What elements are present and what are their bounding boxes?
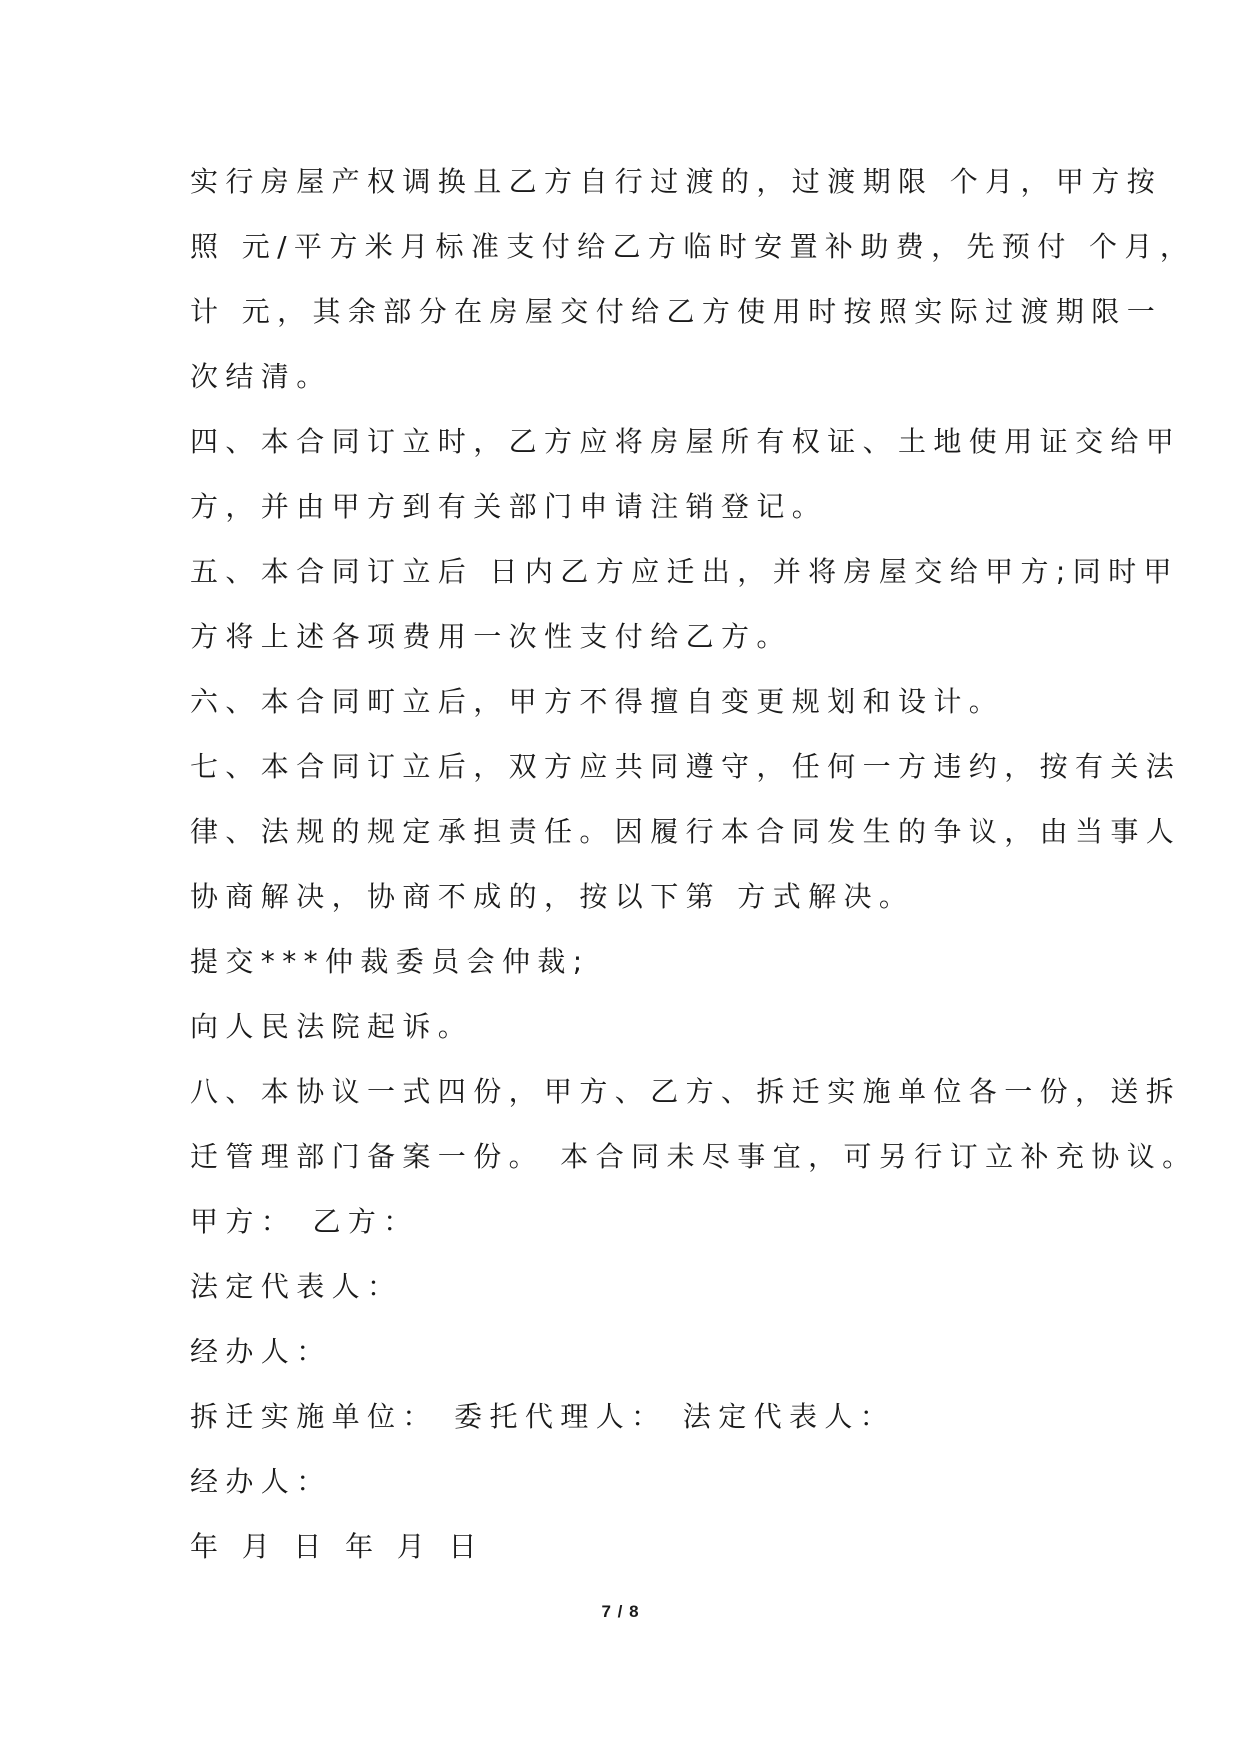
text-line: 迁管理部门备案一份。 本合同未尽事宜，可另行订立补充协议。 [190, 1140, 1198, 1173]
signature-handler: 经办人： [190, 1335, 332, 1368]
option-arbitration: 提交***仲裁委员会仲裁; [190, 945, 590, 978]
signature-parties: 甲方： 乙方： [190, 1205, 419, 1238]
text-line: 协商解决，协商不成的，按以下第 方式解决。 [190, 880, 915, 913]
text-line: 律、法规的规定承担责任。因履行本合同发生的争议，由当事人 [190, 815, 1182, 848]
signature-handler-2: 经办人： [190, 1465, 332, 1498]
page-number: 7 / 8 [601, 1602, 640, 1621]
clause-7: 七、本合同订立后，双方应共同遵守，任何一方违约，按有关法 [190, 750, 1182, 783]
text-line: 实行房屋产权调换且乙方自行过渡的，过渡期限 个月，甲方按 [190, 165, 1163, 198]
document-body [190, 162, 1198, 1592]
text-line: 方将上述各项费用一次性支付给乙方。 [190, 620, 792, 653]
clause-5: 五、本合同订立后 日内乙方应迁出，并将房屋交给甲方;同时甲 [190, 555, 1179, 588]
text-line: 次结清。 [190, 360, 332, 393]
clause-6: 六、本合同町立后，甲方不得擅自变更规划和设计。 [190, 685, 1005, 718]
signature-demolition-unit: 拆迁实施单位： 委托代理人： 法定代表人： [190, 1400, 896, 1433]
clause-8: 八、本协议一式四份，甲方、乙方、拆迁实施单位各一份，送拆 [190, 1075, 1182, 1108]
text-line: 照 元/平方米月标准支付给乙方临时安置补助费，先预付 个月， [190, 230, 1196, 263]
option-court: 向人民法院起诉。 [190, 1010, 474, 1043]
text-line: 方，并由甲方到有关部门申请注销登记。 [190, 490, 828, 523]
text-line: 计 元，其余部分在房屋交付给乙方使用时按照实际过渡期限一 [190, 295, 1163, 328]
signature-date: 年 月 日 年 月 日 [190, 1530, 484, 1563]
signature-legal-rep: 法定代表人： [190, 1270, 403, 1303]
clause-4: 四、本合同订立时，乙方应将房屋所有权证、土地使用证交给甲 [190, 425, 1182, 458]
